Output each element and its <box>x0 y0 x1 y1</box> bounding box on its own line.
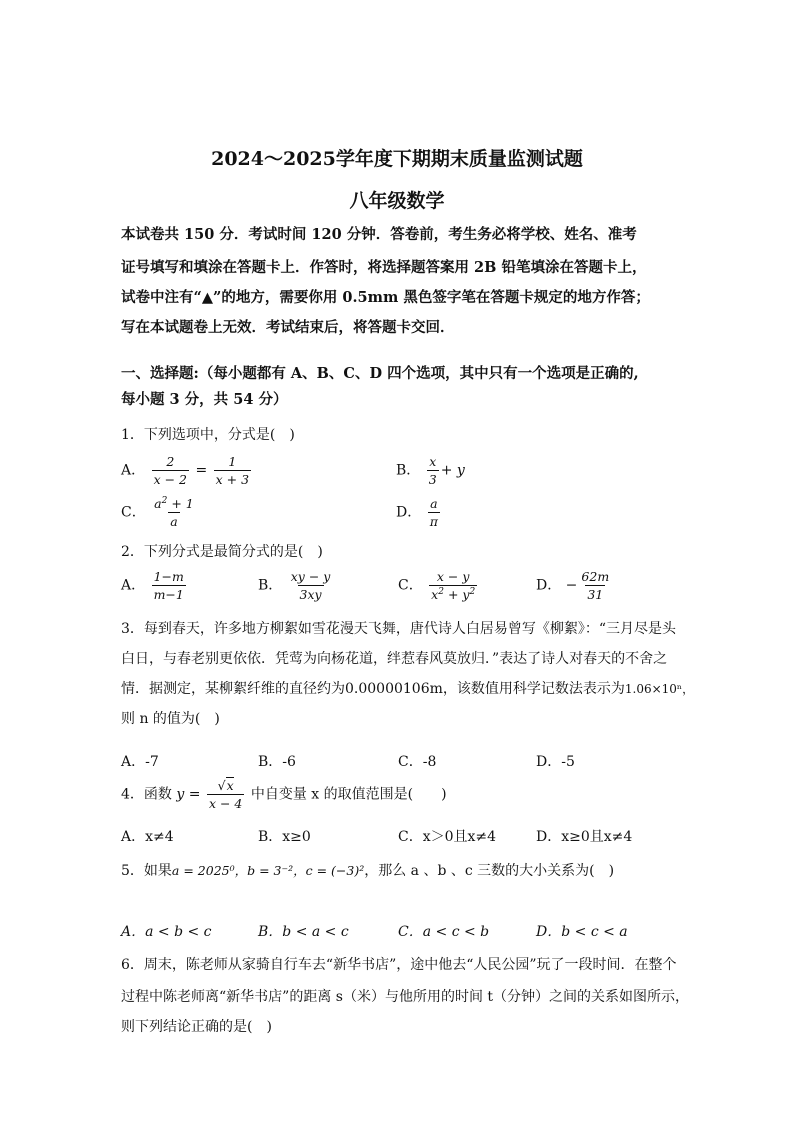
q5-option-c: C．a < c < b <box>398 924 490 940</box>
q2-option-a: A． $\frac{1-m}{m-1}$ <box>121 569 184 602</box>
q1-option-a: A． $\frac{2}{x - 2}$ = $\frac{1}{x + 3}$ <box>121 454 250 487</box>
instruction-line: 证号填写和填涂在答题卡上．作答时，将选择题答案用 2B 铅笔填涂在答题卡上， <box>121 259 647 276</box>
question-stem: 4．函数 y = $\frac{√x}{x - 4}$ 中自变量 x 的取值范围是( ) <box>121 778 447 811</box>
instruction-line: 本试卷共 150 分．考试时间 120 分钟．答卷前，考生务必将学校、姓名、准考 <box>121 226 637 243</box>
question-line: 过程中陈老师离“新华书店”的距离 s（米）与他所用的时间 t（分钟）之间的关系如图所示， <box>121 989 690 1005</box>
q1-option-b: B． $\frac{x}{3}$ + y <box>396 454 465 487</box>
q4-option-b: B．x≥0 <box>258 829 311 845</box>
question-line: 则下列结论正确的是( ) <box>121 1019 272 1035</box>
question-stem: 1．下列选项中，分式是( ) <box>121 427 295 443</box>
q1-option-d: D． $\frac{a}{\pi}$ <box>396 496 438 529</box>
instruction-line: 写在本试题卷上无效．考试结束后，将答题卡交回． <box>121 319 455 336</box>
q2-option-c: C． $\frac{x - y}{x^2 + y^2}$ <box>398 569 476 602</box>
q2-option-d: D． − $\frac{62m}{31}$ <box>536 569 610 602</box>
q4-option-c: C．x＞0且x≠4 <box>398 829 497 845</box>
instruction-line: 试卷中注有“▲”的地方，需要你用 0.5mm 黑色签字笔在答题卡规定的地方作答； <box>121 289 650 306</box>
exam-subtitle: 八年级数学 <box>349 190 445 212</box>
q3-option-c: C．-8 <box>398 754 437 770</box>
q5-option-d: D．b < c < a <box>536 924 628 940</box>
q2-option-b: B． $\frac{xy - y}{3xy}$ <box>258 569 331 602</box>
q5-option-b: B．b < a < c <box>258 924 349 940</box>
q4-option-d: D．x≥0且x≠4 <box>536 829 633 845</box>
q5-option-a: A．a < b < c <box>121 924 212 940</box>
question-stem: 5．如果a = 2025⁰，b = 3⁻²，c = (−3)²，那么 a 、b 、c 三数的大小关系为( ) <box>121 863 615 879</box>
question-line: 白日，与春老别更依依．凭莺为向杨花道，绊惹春风莫放归．”表达了诗人对春天的不舍之 <box>121 651 668 667</box>
q3-option-d: D．-5 <box>536 754 575 770</box>
q3-option-a: A．-7 <box>121 754 159 770</box>
question-line: 情．据测定，某柳絮纤维的直径约为0.00000106m，该数值用科学记数法表示为1.06×10ⁿ， <box>121 681 695 697</box>
section-heading: 每小题 3 分，共 54 分） <box>121 391 288 408</box>
question-line: 3．每到春天，许多地方柳絮如雪花漫天飞舞，唐代诗人白居易曾写《柳絮》：“三月尽是头 <box>121 621 677 637</box>
section-heading: 一、选择题:（每小题都有 A、B、C、D 四个选项，其中只有一个选项是正确的, <box>121 365 639 382</box>
exam-title: 2024～2025学年度下期期末质量监测试题 <box>211 148 583 170</box>
q1-option-c: C． $\frac{a^2 + 1}{a}$ <box>121 495 194 529</box>
q3-option-b: B．-6 <box>258 754 296 770</box>
question-stem: 2．下列分式是最简分式的是( ) <box>121 544 323 560</box>
question-line: 6．周末，陈老师从家骑自行车去“新华书店”，途中他去“人民公园”玩了一段时间．在整个 <box>121 957 677 973</box>
q4-option-a: A．x≠4 <box>121 829 174 845</box>
question-line: 则 n 的值为( ) <box>121 711 220 727</box>
